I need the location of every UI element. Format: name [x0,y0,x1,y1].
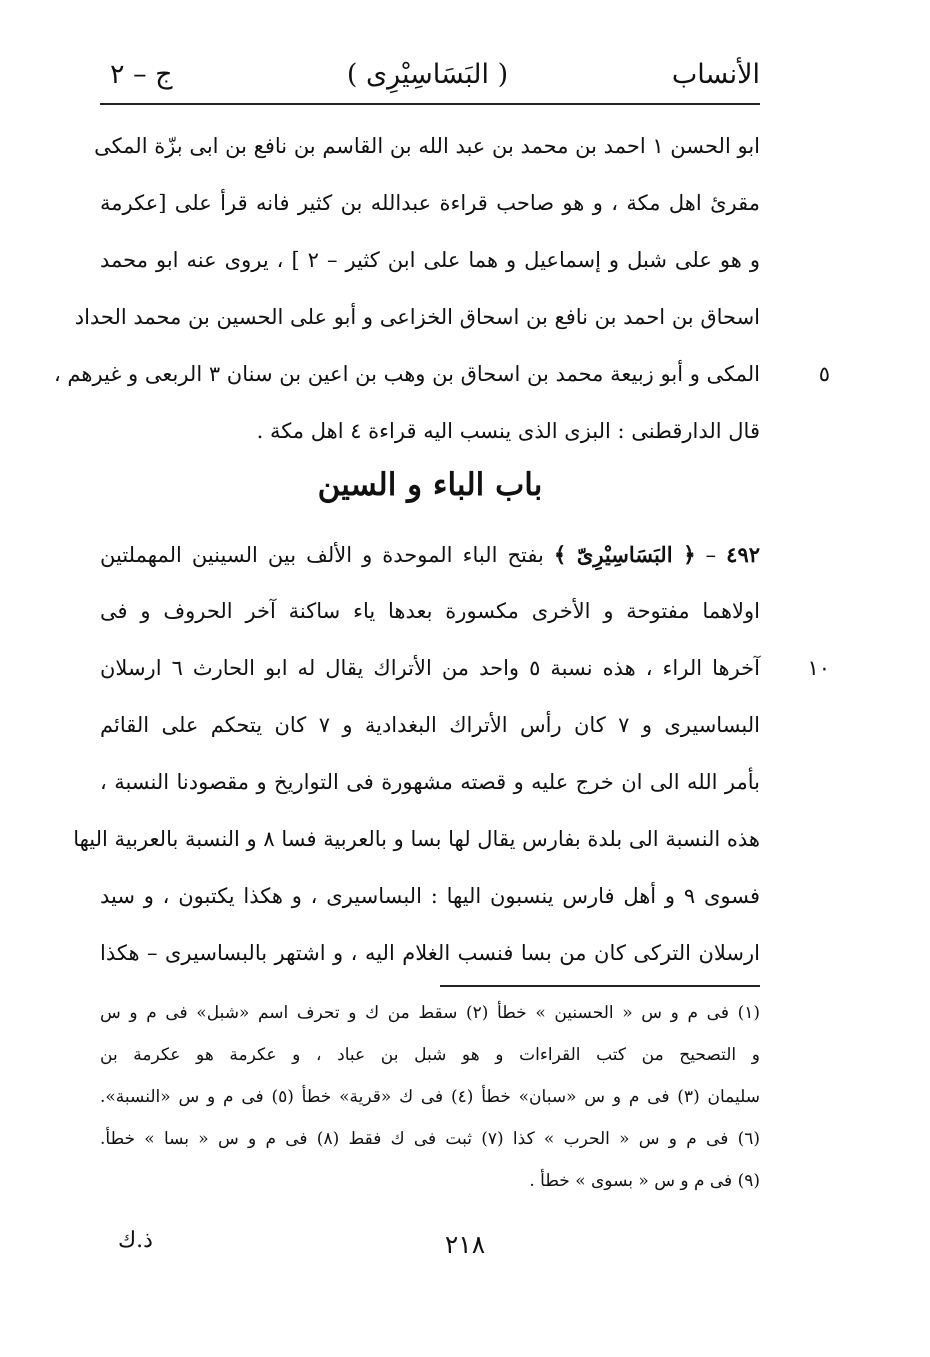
running-header [95,55,760,95]
footnote-line: (٦) فى م و س « الحرب » كذا (٧) ثبت فى ك فقط (٨) فى م و س « بسا » خطأ. [100,1129,761,1149]
text-line: آخرها الراء ، هذه نسبة ٥ واحد من الأتراك يقال له ابو الحارث ٦ ارسلان [100,656,760,680]
page-number: ٢١٨ [444,1230,486,1259]
footnote-rule [440,985,760,987]
text-line: هذه النسبة الى بلدة بفارس يقال لها بسا و بالعربية فسا ٨ و النسبة بالعربية اليها [73,827,760,851]
text-line: اسحاق بن احمد بن نافع بن اسحاق الخزاعى و أبو على الحسين بن محمد الحداد [74,305,760,329]
header-volume: ج – ٢ [110,59,173,90]
entry-number: ٤٩٢ [726,542,761,567]
text-line: ارسلان التركى كان من بسا فنسب الغلام اليه ، و اشتهر بالبساسيرى – هكذا [100,941,760,965]
entry-text [73,526,761,982]
footnote-line: (١) فى م و س « الحسنين » خطأ (٢) سقط من ك و تحرف اسم «شبل» فى م و س [100,1003,760,1023]
header-book-title: الأنساب [671,59,760,90]
footnote-line: و التصحيح من كتب القراءات و هو شبل بن عباد ، و عكرمة هو عكرمة بن [100,1045,760,1065]
text-line: اولاهما مفتوحة و الأخرى مكسورة بعدها ياء ساكنة آخر الحروف و فى [100,599,760,623]
text-line: مقرئ اهل مكة ، و هو صاحب قراءة عبدالله بن كثير فانه قرأ على [عكرمة [100,191,760,215]
header-rule [100,103,760,105]
line-number-10: ١٠ [807,656,830,680]
text-line: المكى و أبو زبيعة محمد بن اسحاق بن وهب بن اعين بن سنان ٣ الربعى و غيرهم ، [53,362,760,386]
text-line: و هو على شبل و إسماعيل و هما على ابن كثير – ٢ ] ، يروى عنه ابو محمد [100,248,760,272]
text-line: ابو الحسن ١ احمد بن محمد بن عبد الله بن القاسم بن نافع بن ابى بزّة المكى [94,134,760,158]
entry-dash: – [705,543,717,567]
line-number-5: ٥ [818,362,830,386]
section-heading: باب الباء و السين [317,467,543,503]
footnotes [100,992,760,1202]
text-line: البساسيرى و ٧ كان رأس الأتراك البغدادية و ٧ كان يتحكم على القائم [100,713,760,737]
entry-first-line [100,526,760,583]
main-text-top [53,118,760,460]
entry-headword: ﴿ البَسَاسِيْرِىّ ﴾ [553,542,696,567]
footnote-line: سليمان (٣) فى م و س «سبان» خطأ (٤) فى ك «قرية» خطأ (٥) فى م و س «النسبة». [100,1087,760,1107]
text-line: فسوى ٩ و أهل فارس ينسبون اليها : البساسيرى ، و هكذا يكتبون ، و سيد [100,884,761,908]
footnote-line: (٩) فى م و س « بسوى » خطأ . [529,1171,760,1191]
text-line: قال الدارقطنى : البزى الذى ينسب اليه قراءة ٤ اهل مكة . [256,419,760,443]
printer-signature: ذ.ك [118,1228,153,1253]
header-entry-title: ( البَسَاسِيْرِى ) [346,59,509,90]
text-line: بأمر الله الى ان خرج عليه و قصته مشهورة فى التواريخ و مقصودنا النسبة ، [100,770,760,794]
entry-first-line-text: بفتح الباء الموحدة و الألف بين السينين المهملتين [100,543,544,567]
